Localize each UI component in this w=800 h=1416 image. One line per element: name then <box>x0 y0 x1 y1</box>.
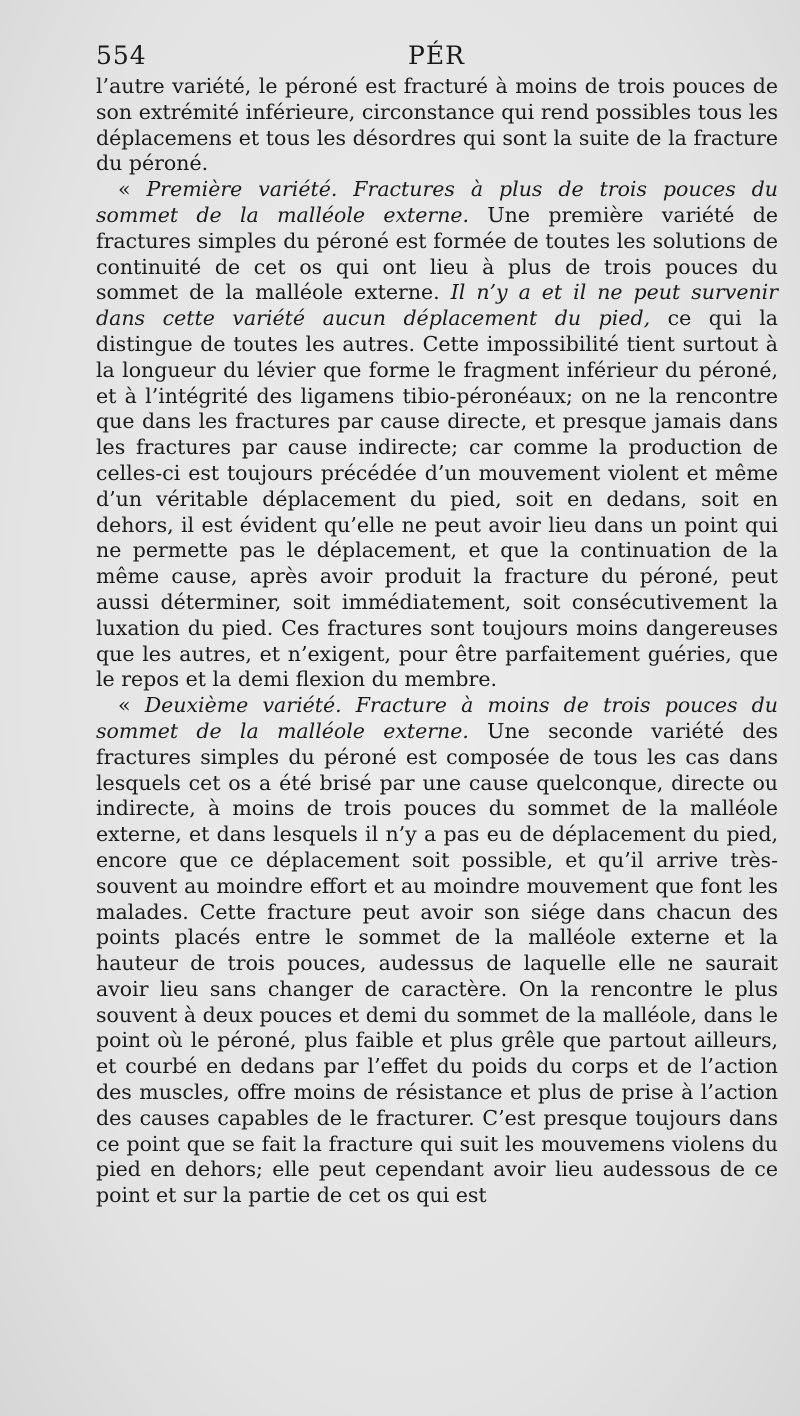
emphasis-italic: Il n’y a et il ne peut survenir dans cette variété aucun déplacement du pied, <box>96 280 779 331</box>
text-segment: ce qui la distingue de toutes les autres. Cette impossibilité tient surtout à la longueur du lévier que forme le fragment inférieur du péroné, et à l’intégrité des ligamens tibio-péronéaux; on ne la rencontre que dans les fractures par cause directe, et presque jamais dans les fractures par cause indirecte; car comme la production de celles-ci est toujours précédée d’un mouvement violent et même d’un véritable déplacement du pied, soit en dedans, soit en dehors, il est évident qu’elle ne peut avoir lieu dans un point qui ne permette pas le déplacement, et que la continuation de la même cause, après avoir produit la fracture du péroné, peut aussi déterminer, soit immédiatement, soit consécutivement la luxation du pied. Ces fractures sont toujours moins dangereuses que les autres, et n’exigent, pour être parfaitement guéries, que le repos et la demi flexion du membre. <box>96 306 778 692</box>
book-page <box>96 38 778 1209</box>
paragraph-continuation <box>96 74 778 177</box>
page-header <box>96 38 778 74</box>
paragraph-deuxieme-variete <box>96 693 778 1209</box>
text-segment: « <box>118 693 145 718</box>
text-segment: l’autre variété, le péroné est fracturé à moins de trois pouces de son extrémité inférieure, circonstance qui rend possibles tous les déplacemens et tous les désordres qui sont la suite de la fracture du péroné. <box>96 74 778 176</box>
text-segment: « <box>118 177 147 202</box>
running-head: PÉR <box>408 41 465 70</box>
paragraph-premiere-variete <box>96 177 778 693</box>
body-text <box>96 74 778 1209</box>
text-segment: Une seconde variété des fractures simples du péroné est composée de tous les cas dans lesquels cet os a été brisé par une cause quelconque, directe ou indirecte, à moins de trois pouces du sommet de la malléole externe, et dans lesquels il n’y a pas eu de déplacement du pied, encore que ce déplacement soit possible, et qu’il arrive très-souvent au moindre effort et au moindre mouvement que font les malades. Cette fracture peut avoir son siége dans chacun des points placés entre le sommet de la malléole externe et la hauteur de trois pouces, audessus de laquelle elle ne saurait avoir lieu sans changer de caractère. On la rencontre le plus souvent à deux pouces et demi du sommet de la malléole, dans le point où le péroné, plus faible et plus grêle que partout ailleurs, et courbé en dedans par l’effet du poids du corps et de l’action des muscles, offre moins de résistance et plus de prise à l’action des causes capables de le fracturer. C’est presque toujours dans ce point que se fait la fracture qui suit les mouvemens violens du pied en dehors; elle peut cependant avoir lieu audessous de ce point et sur la partie de cet os qui est <box>96 718 778 1208</box>
section-heading-italic: Première variété. Fractures à plus de trois pouces du sommet de la malléole externe. <box>96 177 778 227</box>
text-segment: Une première variété de fractures simples du péroné est formée de toutes les solutions de continuité de cet os qui ont lieu à plus de trois pouces du sommet de la malléole externe. <box>96 202 778 305</box>
section-heading-italic: Deuxième variété. Fracture à moins de trois pouces du sommet de la malléole externe. <box>96 693 779 743</box>
page-number: 554 <box>96 41 147 70</box>
